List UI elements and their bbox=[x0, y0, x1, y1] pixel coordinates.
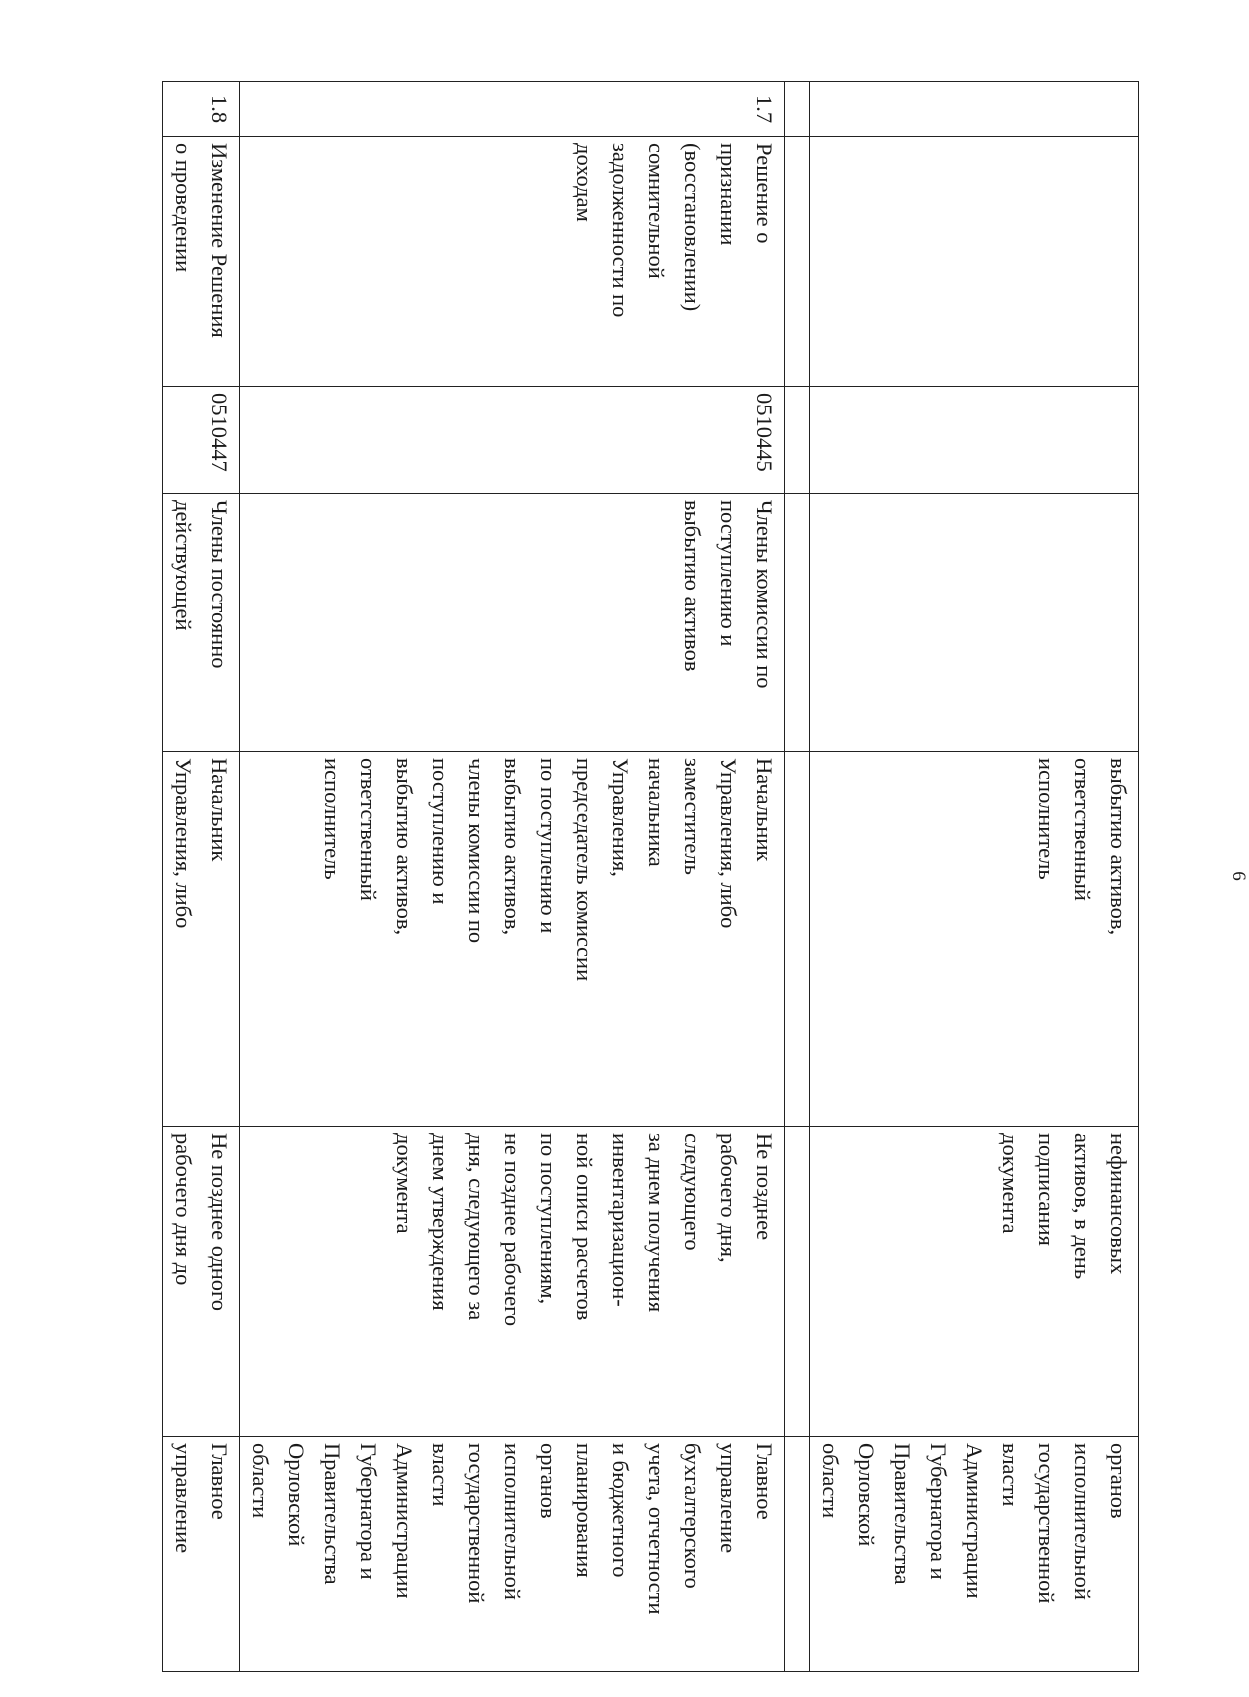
cell-signers bbox=[163, 494, 240, 752]
cell-num: 1.8 bbox=[163, 82, 240, 137]
cell-text-line: Не позднее bbox=[752, 1133, 777, 1241]
cell-code bbox=[810, 387, 1139, 494]
cell-text-line: органов bbox=[1106, 1443, 1131, 1519]
cell-empty bbox=[785, 387, 810, 494]
cell-text-line: сомнительной bbox=[644, 143, 669, 279]
cell-text-line: о проведении bbox=[171, 143, 196, 273]
cell-signers bbox=[810, 494, 1139, 752]
cell-code: 0510447 bbox=[163, 387, 240, 494]
cell-text-line: государственной bbox=[1034, 1443, 1059, 1604]
table-row-1-7 bbox=[240, 82, 785, 1672]
cell-empty bbox=[785, 1127, 810, 1437]
cell-text-line: Орловской bbox=[854, 1443, 879, 1547]
cell-text-line: области bbox=[818, 1443, 843, 1519]
cell-text-line: документа bbox=[392, 1133, 417, 1234]
cell-text-line: дня, следующего за bbox=[464, 1133, 489, 1321]
cell-text-line: Правительства bbox=[890, 1443, 915, 1585]
cell-text-line: исполнительной bbox=[1070, 1443, 1095, 1600]
cell-text-line: рабочего дня, bbox=[716, 1133, 741, 1263]
cell-text-line: учета, отчетности bbox=[644, 1443, 669, 1615]
cell-responsible bbox=[163, 752, 240, 1127]
cell-text-line: по поступлению и bbox=[536, 758, 561, 934]
rotated-page bbox=[91, 81, 1249, 1671]
cell-num bbox=[810, 82, 1139, 137]
cell-text-line: инвентаризацион- bbox=[608, 1133, 633, 1307]
cell-text-line: бухгалтерского bbox=[680, 1443, 705, 1589]
cell-text-line: признании bbox=[716, 143, 741, 246]
cell-text-line: Главное bbox=[207, 1443, 232, 1520]
cell-text-line: исполнитель bbox=[320, 758, 345, 880]
cell-text-line: выбытию активов, bbox=[392, 758, 417, 936]
cell-text-line: области bbox=[248, 1443, 273, 1519]
cell-text-line: Изменение Решения bbox=[207, 143, 232, 338]
cell-text-line: Решение о bbox=[752, 143, 777, 244]
page-number: 6 bbox=[1228, 871, 1249, 881]
cell-text-line: и бюджетного bbox=[608, 1443, 633, 1578]
cell-text-line: активов, в день bbox=[1070, 1133, 1095, 1280]
cell-text-line: Орловской bbox=[284, 1443, 309, 1547]
cell-text-line: ответственный bbox=[356, 758, 381, 901]
cell-text-line: Правительства bbox=[320, 1443, 345, 1585]
table-row-separator bbox=[785, 82, 810, 1672]
cell-text-line: задолженности по bbox=[608, 143, 633, 318]
cell-text-line: Администрации bbox=[392, 1443, 417, 1599]
cell-text-line: действующей bbox=[171, 500, 196, 631]
cell-text-line: за днем получения bbox=[644, 1133, 669, 1313]
cell-text-line: государственной bbox=[464, 1443, 489, 1604]
cell-text-line: Начальник bbox=[207, 758, 232, 862]
cell-text-line: ной описи расчетов bbox=[572, 1133, 597, 1321]
cell-text-line: поступлению и bbox=[428, 758, 453, 905]
table-row-1-8 bbox=[163, 82, 240, 1672]
cell-text-line: исполнитель bbox=[1034, 758, 1059, 880]
cell-text-line: (восстановлении) bbox=[680, 143, 705, 312]
cell-text-line: управление bbox=[716, 1443, 741, 1554]
cell-text-line: доходам bbox=[572, 143, 597, 222]
cell-text-line: Члены постоянно bbox=[207, 500, 232, 669]
cell-empty bbox=[785, 1437, 810, 1672]
cell-text-line: нефинансовых bbox=[1106, 1133, 1131, 1275]
cell-text-line: по поступлениям, bbox=[536, 1133, 561, 1305]
cell-name bbox=[810, 137, 1139, 387]
cell-text-line: поступлению и bbox=[716, 500, 741, 647]
cell-text-line: планирования bbox=[572, 1443, 597, 1578]
cell-recipient bbox=[810, 1437, 1139, 1672]
cell-text-line: подписания bbox=[1034, 1133, 1059, 1246]
cell-text-line: Начальник bbox=[752, 758, 777, 862]
cell-text-line: документа bbox=[998, 1133, 1023, 1234]
cell-deadline bbox=[163, 1127, 240, 1437]
cell-text-line: власти bbox=[428, 1443, 453, 1507]
cell-text-line: днем утверждения bbox=[428, 1133, 453, 1311]
cell-text-line: Управления, либо bbox=[716, 758, 741, 929]
cell-name bbox=[163, 137, 240, 387]
cell-recipient bbox=[240, 1437, 785, 1672]
cell-text-line: Главное bbox=[752, 1443, 777, 1520]
table-row-continuation bbox=[810, 82, 1139, 1672]
cell-text-line: рабочего дня до bbox=[171, 1133, 196, 1286]
cell-text-line: Члены комиссии по bbox=[752, 500, 777, 689]
cell-text-line: начальника bbox=[644, 758, 669, 867]
cell-text-line: Управления, либо bbox=[171, 758, 196, 929]
cell-text-line: Не позднее одного bbox=[207, 1133, 232, 1311]
cell-deadline bbox=[240, 1127, 785, 1437]
cell-code: 0510445 bbox=[240, 387, 785, 494]
cell-name bbox=[240, 137, 785, 387]
cell-empty bbox=[785, 494, 810, 752]
cell-text-line: председатель комиссии bbox=[572, 758, 597, 982]
cell-empty bbox=[785, 752, 810, 1127]
cell-text-line: выбытию активов, bbox=[500, 758, 525, 936]
cell-text-line: Управления, bbox=[608, 758, 633, 877]
cell-text-line: Губернатора и bbox=[356, 1443, 381, 1580]
cell-text-line: Администрации bbox=[962, 1443, 987, 1599]
cell-empty bbox=[785, 82, 810, 137]
cell-num: 1.7 bbox=[240, 82, 785, 137]
cell-text-line: следующего bbox=[680, 1133, 705, 1251]
cell-empty bbox=[785, 137, 810, 387]
cell-text-line: ответственный bbox=[1070, 758, 1095, 901]
cell-text-line: власти bbox=[998, 1443, 1023, 1507]
cell-recipient bbox=[163, 1437, 240, 1672]
cell-deadline bbox=[810, 1127, 1139, 1437]
cell-text-line: не позднее рабочего bbox=[500, 1133, 525, 1327]
document-table bbox=[162, 81, 1139, 1672]
cell-text-line: исполнительной bbox=[500, 1443, 525, 1600]
cell-signers bbox=[240, 494, 785, 752]
cell-text-line: Губернатора и bbox=[926, 1443, 951, 1580]
cell-responsible bbox=[810, 752, 1139, 1127]
cell-text-line: органов bbox=[536, 1443, 561, 1519]
cell-text-line: заместитель bbox=[680, 758, 705, 875]
cell-text-line: выбытию активов, bbox=[1106, 758, 1131, 936]
cell-text-line: члены комиссии по bbox=[464, 758, 489, 944]
cell-responsible bbox=[240, 752, 785, 1127]
cell-text-line: выбытию активов bbox=[680, 500, 705, 672]
cell-text-line: управление bbox=[171, 1443, 196, 1554]
